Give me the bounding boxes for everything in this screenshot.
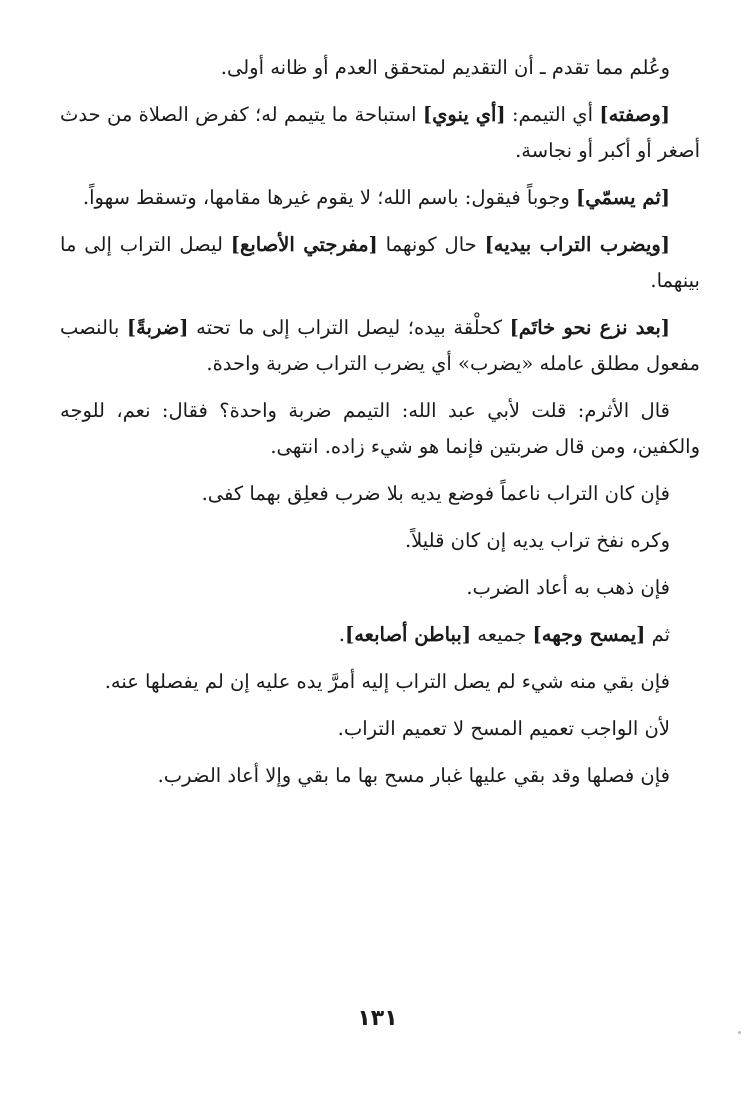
commentary-text: أي التيمم: bbox=[505, 103, 600, 126]
paragraph bbox=[60, 310, 700, 382]
commentary-text: جميعه bbox=[471, 623, 533, 646]
paragraph bbox=[60, 227, 700, 299]
commentary-text: فإن بقي منه شيء لم يصل التراب إليه أمرَّ يده عليه إن لم يفصلها عنه. bbox=[104, 670, 670, 693]
paragraph bbox=[60, 476, 700, 512]
paragraph bbox=[60, 758, 700, 794]
paragraph bbox=[60, 97, 700, 169]
bold-matn-text: [ثم يسمّي] bbox=[576, 186, 670, 209]
commentary-text: وجوباً فيقول: باسم الله؛ لا يقوم غيرها مقامها، وتسقط سهواً. bbox=[82, 186, 576, 209]
commentary-text: وعُلم مما تقدم ـ أن التقديم لمتحقق العدم أو ظانه أولى. bbox=[220, 56, 670, 79]
paragraph bbox=[60, 50, 700, 86]
commentary-text: ثم bbox=[645, 623, 670, 646]
bold-matn-text: [مفرجتي الأصابع] bbox=[230, 233, 378, 256]
bold-matn-text: [يمسح وجهه] bbox=[532, 623, 646, 646]
bold-matn-text: [ويضرب التراب بيديه] bbox=[484, 233, 671, 256]
commentary-text: فإن ذهب به أعاد الضرب. bbox=[466, 576, 670, 599]
page-number: ١٣١ bbox=[357, 1006, 398, 1031]
commentary-text: ليصل التراب إلى ما بينهما. bbox=[60, 233, 700, 292]
paragraph bbox=[60, 617, 700, 653]
commentary-text: قال الأثرم: قلت لأبي عبد الله: التيمم ضربة واحدة؟ فقال: نعم، للوجه والكفين، ومن قال ضربتين فإنما هو شيء زاده. انتهى. bbox=[60, 399, 700, 458]
page-body bbox=[60, 50, 700, 805]
commentary-text: كحلْقة بيده؛ ليصل التراب إلى ما تحته bbox=[188, 316, 510, 339]
bold-matn-text: [ضربةً] bbox=[126, 316, 189, 339]
commentary-text: لأن الواجب تعميم المسح لا تعميم التراب. bbox=[337, 717, 670, 740]
paragraph bbox=[60, 523, 700, 559]
commentary-text: فإن فصلها وقد بقي عليها غبار مسح بها ما بقي وإلا أعاد الضرب. bbox=[157, 764, 670, 787]
scan-speck bbox=[738, 1031, 741, 1034]
commentary-text: وكره نفخ تراب يديه إن كان قليلاً. bbox=[404, 529, 670, 552]
bold-matn-text: [بعد نزع نحو خاتَم] bbox=[509, 316, 670, 339]
commentary-text: . bbox=[338, 623, 345, 646]
commentary-text: بالنصب مفعول مطلق عامله «يضرب» أي يضرب التراب ضربة واحدة. bbox=[60, 316, 700, 375]
bold-matn-text: [بباطن أصابعه] bbox=[344, 623, 472, 646]
paragraph bbox=[60, 570, 700, 606]
commentary-text: فإن كان التراب ناعماً فوضع يديه بلا ضرب فعلِق بهما كفى. bbox=[201, 482, 670, 505]
commentary-text: استباحة ما يتيمم له؛ كفرض الصلاة من حدث أصغر أو أكبر أو نجاسة. bbox=[60, 103, 700, 162]
paragraph bbox=[60, 393, 700, 465]
bold-matn-text: [وصفته] bbox=[599, 103, 670, 126]
paragraph bbox=[60, 664, 700, 700]
commentary-text: حال كونهما bbox=[377, 233, 485, 256]
paragraph bbox=[60, 180, 700, 216]
paragraph bbox=[60, 711, 700, 747]
bold-matn-text: [أي ينوي] bbox=[422, 103, 506, 126]
